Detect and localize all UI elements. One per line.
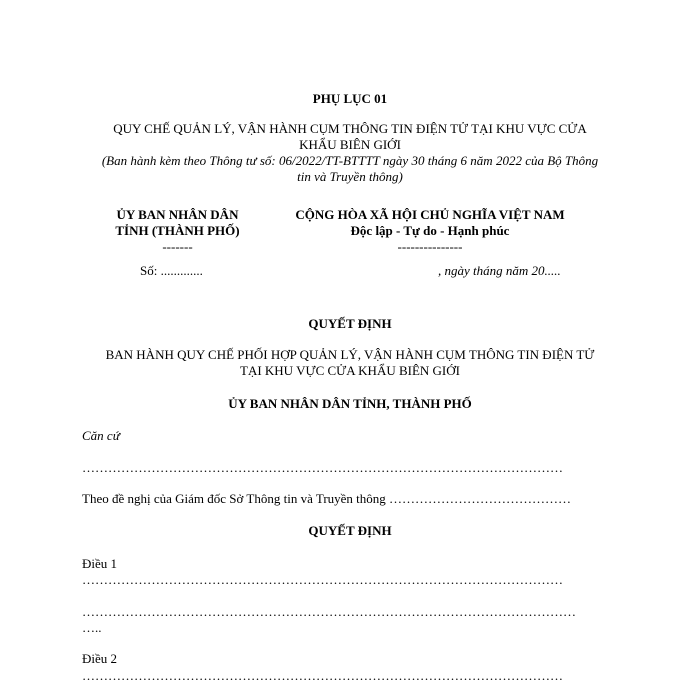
issuer-name-line2: TỈNH (THÀNH PHỐ) (115, 223, 240, 238)
article1-dots-line2: …………………………………………………………………………………………………… (82, 604, 576, 619)
national-title: CỘNG HÒA XÃ HỘI CHỦ NGHĨA VIỆT NAM (295, 207, 565, 222)
document-date: , ngày tháng năm 20..... (438, 263, 561, 278)
issuer-divider: ------- (162, 239, 193, 254)
article2-label: Điều 2 (82, 651, 118, 666)
article1-dots-line3: ….. (82, 620, 102, 635)
decision-subject-line1: BAN HÀNH QUY CHẾ PHỐI HỢP QUẢN LÝ, VẬN HÀNH CỤM THÔNG TIN ĐIỆN TỬ (105, 347, 595, 362)
article1-dots-line1: ………………………………………………………………………………………………… (82, 572, 563, 587)
regulation-title-line2: KHẨU BIÊN GIỚI (299, 137, 401, 152)
issuer-name-line1: ỦY BAN NHÂN DÂN (116, 207, 239, 222)
article2-dots-line1: ………………………………………………………………………………………………… (82, 668, 563, 683)
issuing-authority: ỦY BAN NHÂN DÂN TỈNH, THÀNH PHỐ (228, 396, 472, 411)
decision-subject-line2: TẠI KHU VỰC CỬA KHẨU BIÊN GIỚI (240, 363, 460, 378)
document-number: Số: ............. (140, 263, 203, 278)
article1-label: Điều 1 (82, 556, 118, 571)
issued-note-line2: tin và Truyền thông) (297, 169, 403, 184)
basis-dots: ………………………………………………………………………………………………… (82, 460, 563, 475)
proposal-line: Theo đề nghị của Giám đốc Sở Thông tin và Truyền thông …………………………………… (82, 491, 572, 506)
decision-title: QUYẾT ĐỊNH (308, 316, 392, 331)
regulation-title-line1: QUY CHẾ QUẢN LÝ, VẬN HÀNH CỤM THÔNG TIN ĐIỆN TỬ TẠI KHU VỰC CỬA (113, 121, 587, 136)
national-motto: Độc lập - Tự do - Hạnh phúc (350, 223, 510, 238)
issued-note-line1: (Ban hành kèm theo Thông tư số: 06/2022/TT-BTTTT ngày 30 tháng 6 năm 2022 của Bộ Thông (101, 153, 599, 168)
basis-label: Căn cứ (82, 428, 120, 443)
appendix-title: PHỤ LỤC 01 (312, 91, 388, 106)
national-divider: --------------- (397, 239, 463, 254)
decide-title: QUYẾT ĐỊNH (308, 523, 392, 538)
